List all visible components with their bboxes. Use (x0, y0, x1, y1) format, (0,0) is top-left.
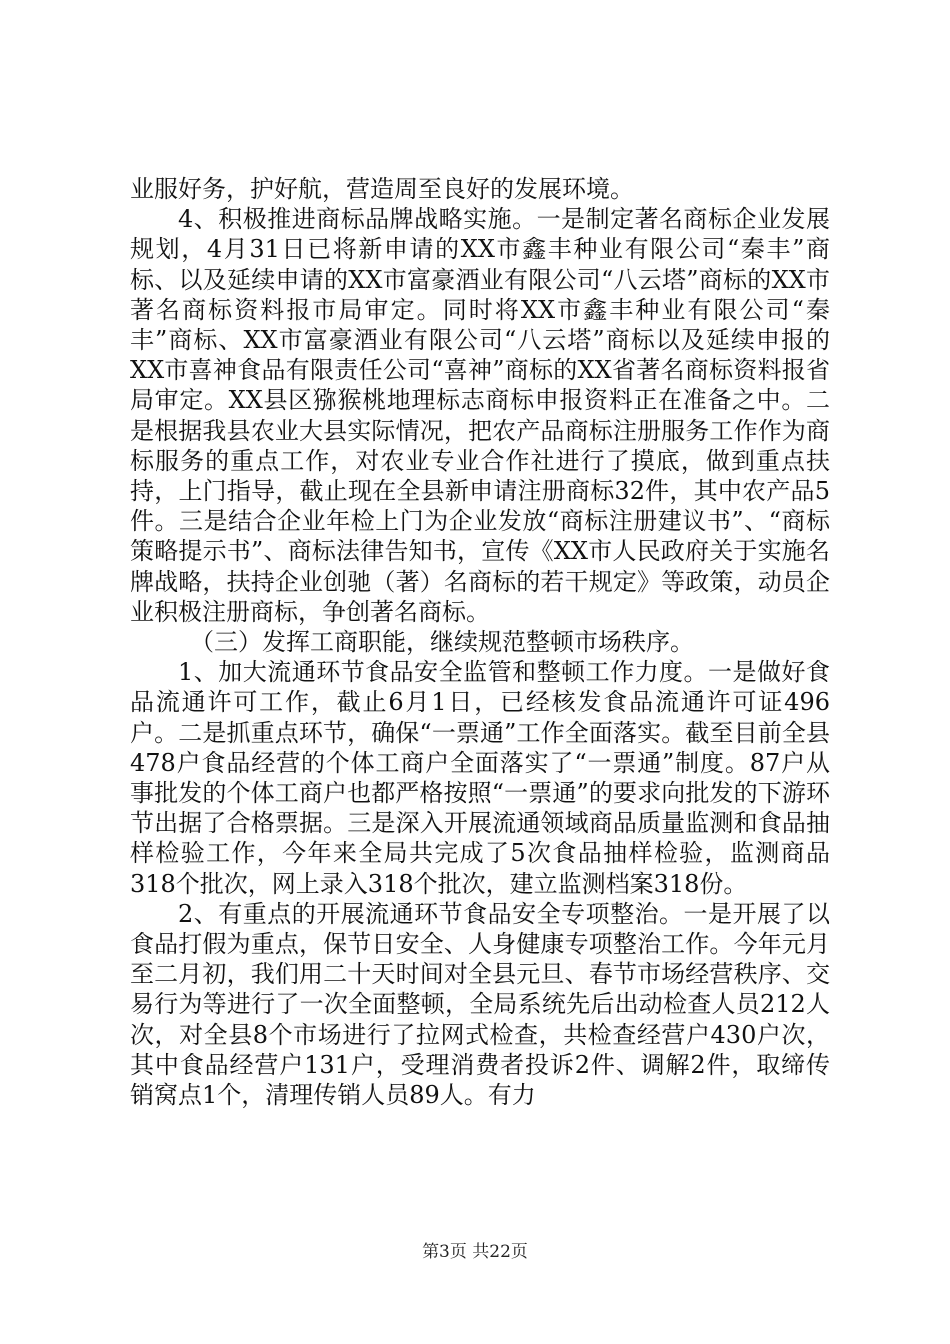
document-body (130, 174, 830, 1110)
paragraph-trademark-strategy: 4、积极推进商标品牌战略实施。一是制定著名商标企业发展规划，4月31日已将新申请的XX市鑫丰种业有限公司“秦丰”商标、以及延续申请的XX市富豪酒业有限公司“八云塔”商标的XX市著名商标资料报市局审定。同时将XX市鑫丰种业有限公司“秦丰”商标、XX市富豪酒业有限公司“八云塔”商标以及延续申报的XX市喜神食品有限责任公司“喜神”商标的XX省著名商标资料报省局审定。XX县区猕猴桃地理标志商标申报资料正在准备之中。二是根据我县农业大县实际情况，把农产品商标注册服务工作作为商标服务的重点工作，对农业专业合作社进行了摸底，做到重点扶持，上门指导，截止现在全县新申请注册商标32件，其中农产品5件。三是结合企业年检上门为企业发放“商标注册建议书”、“商标策略提示书”、商标法律告知书，宣传《XX市人民政府关于实施名牌战略，扶持企业创驰（著）名商标的若干规定》等政策，动员企业积极注册商标，争创著名商标。 (130, 205, 830, 626)
paragraph-food-safety-rectification: 2、有重点的开展流通环节食品安全专项整治。一是开展了以食品打假为重点，保节日安全、人身健康专项整治工作。今年元月至二月初，我们用二十天时间对全县元旦、春节市场经营秩序、交易行为等进行了一次全面整顿，全局系统先后出动检查人员212人次，对全县8个市场进行了拉网式检查，共检查经营户430户次，其中食品经营户131户，受理消费者投诉2件、调解2件，取缔传销窝点1个，清理传销人员89人。有力 (130, 899, 830, 1110)
section-heading-market-order: （三）发挥工商职能，继续规范整顿市场秩序。 (190, 628, 694, 657)
paragraph-continuation: 业服好务，护好航，营造周至良好的发展环境。 (130, 175, 634, 203)
paragraph-food-safety-supervision: 1、加大流通环节食品安全监管和整顿工作力度。一是做好食品流通许可工作，截止6月1日，已经核发食品流通许可证496户。二是抓重点环节，确保“一票通”工作全面落实。截至目前全县478户食品经营的个体工商户全面落实了“一票通”制度。87户从事批发的个体工商户也都严格按照“一票通”的要求向批发的下游环节出据了合格票据。三是深入开展流通领域商品质量监测和食品抽样检验工作，今年来全局共完成了5次食品抽样检验，监测商品318个批次，网上录入318个批次，建立监测档案318份。 (130, 658, 830, 898)
page-number-footer: 第3页 共22页 (422, 1242, 528, 1262)
